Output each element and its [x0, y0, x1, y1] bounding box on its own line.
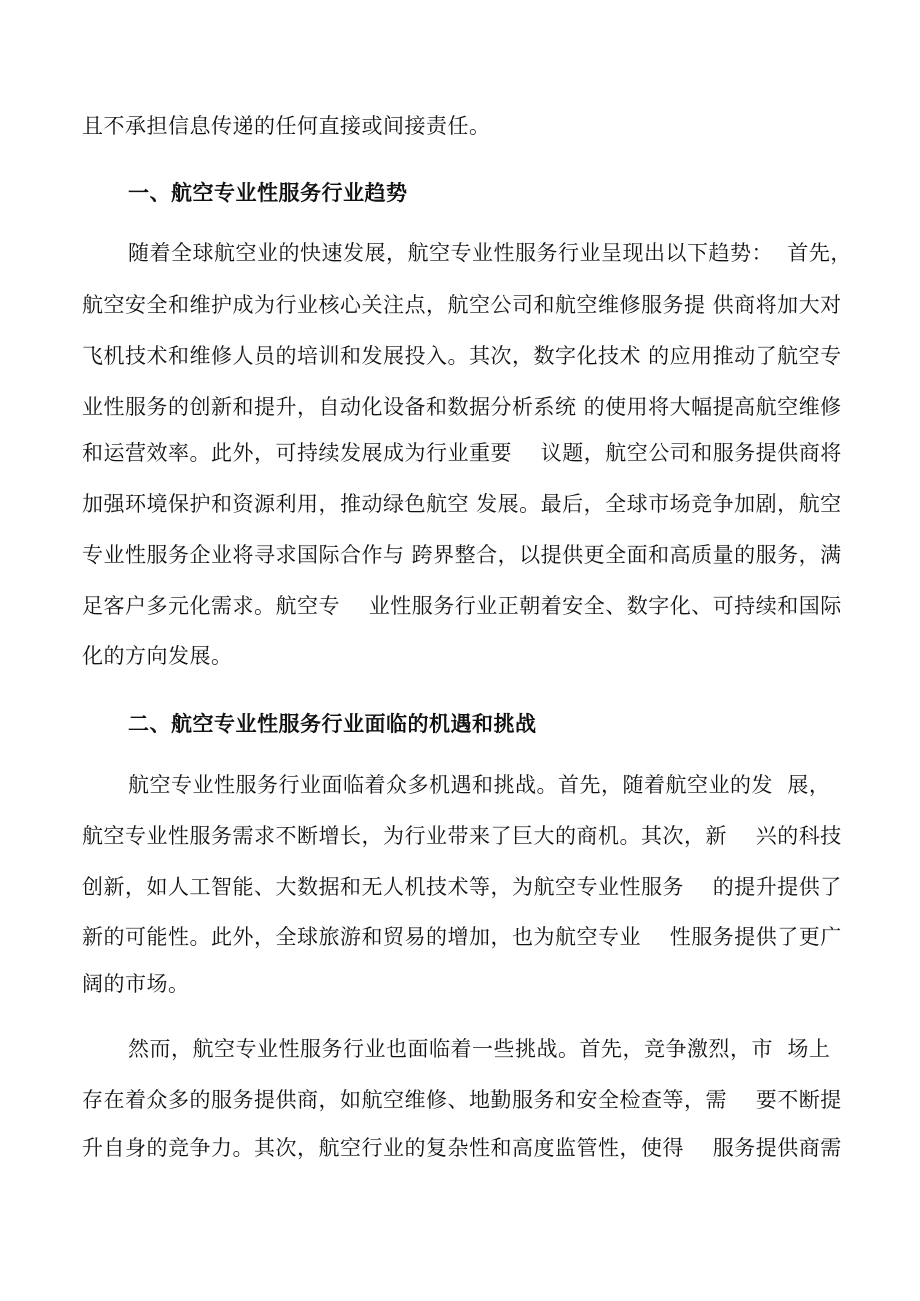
paragraph-line: 随着全球航空业的快速发展，航空专业性服务行业呈现出以下趋势： 首先，	[128, 241, 852, 265]
paragraph-line: 存在着众多的服务提供商，如航空维修、地勤服务和安全检查等，需 要不断提	[82, 1088, 842, 1112]
intro-line: 且不承担信息传递的任何直接或间接责任。	[82, 114, 491, 138]
paragraph-line: 和运营效率。此外，可持续发展成为行业重要 议题，航空公司和服务提供商将	[82, 441, 842, 465]
paragraph-line: 专业性服务企业将寻求国际合作与 跨界整合，以提供更全面和高质量的服务，满	[82, 543, 842, 567]
paragraph-line: 加强环境保护和资源利用，推动绿色航空 发展。最后，全球市场竞争加剧，航空	[82, 492, 842, 516]
paragraph-line: 创新，如人工智能、大数据和无人机技术等，为航空专业性服务 的提升提供了	[82, 875, 842, 899]
paragraph-line: 足客户多元化需求。航空专 业性服务行业正朝着安全、数字化、可持续和国际	[82, 594, 842, 618]
paragraph-line: 然而，航空专业性服务行业也面临着一些挑战。首先，竞争激烈，市 场上	[128, 1037, 831, 1061]
paragraph-line: 新的可能性。此外，全球旅游和贸易的增加，也为航空专业 性服务提供了更广	[82, 925, 842, 949]
paragraph-line: 航空专业性服务需求不断增长，为行业带来了巨大的商机。其次，新 兴的科技	[82, 824, 842, 848]
paragraph-line: 航空专业性服务行业面临着众多机遇和挑战。首先，随着航空业的发 展，	[128, 773, 831, 797]
paragraph-line: 飞机技术和维修人员的培训和发展投入。其次，数字化技术 的应用推动了航空专	[82, 344, 842, 368]
paragraph-line: 航空安全和维护成为行业核心关注点，航空公司和航空维修服务提 供商将加大对	[82, 293, 842, 317]
paragraph-line: 阔的市场。	[82, 972, 190, 996]
section-2-heading: 二、航空专业性服务行业面临的机遇和挑战	[128, 712, 537, 736]
paragraph-line: 业性服务的创新和提升，自动化设备和数据分析系统 的使用将大幅提高航空维修	[82, 395, 842, 419]
section-1-heading: 一、航空专业性服务行业趋势	[128, 181, 408, 205]
paragraph-line: 升自身的竞争力。其次，航空行业的复杂性和高度监管性，使得 服务提供商需	[82, 1136, 842, 1160]
paragraph-line: 化的方向发展。	[82, 644, 233, 668]
